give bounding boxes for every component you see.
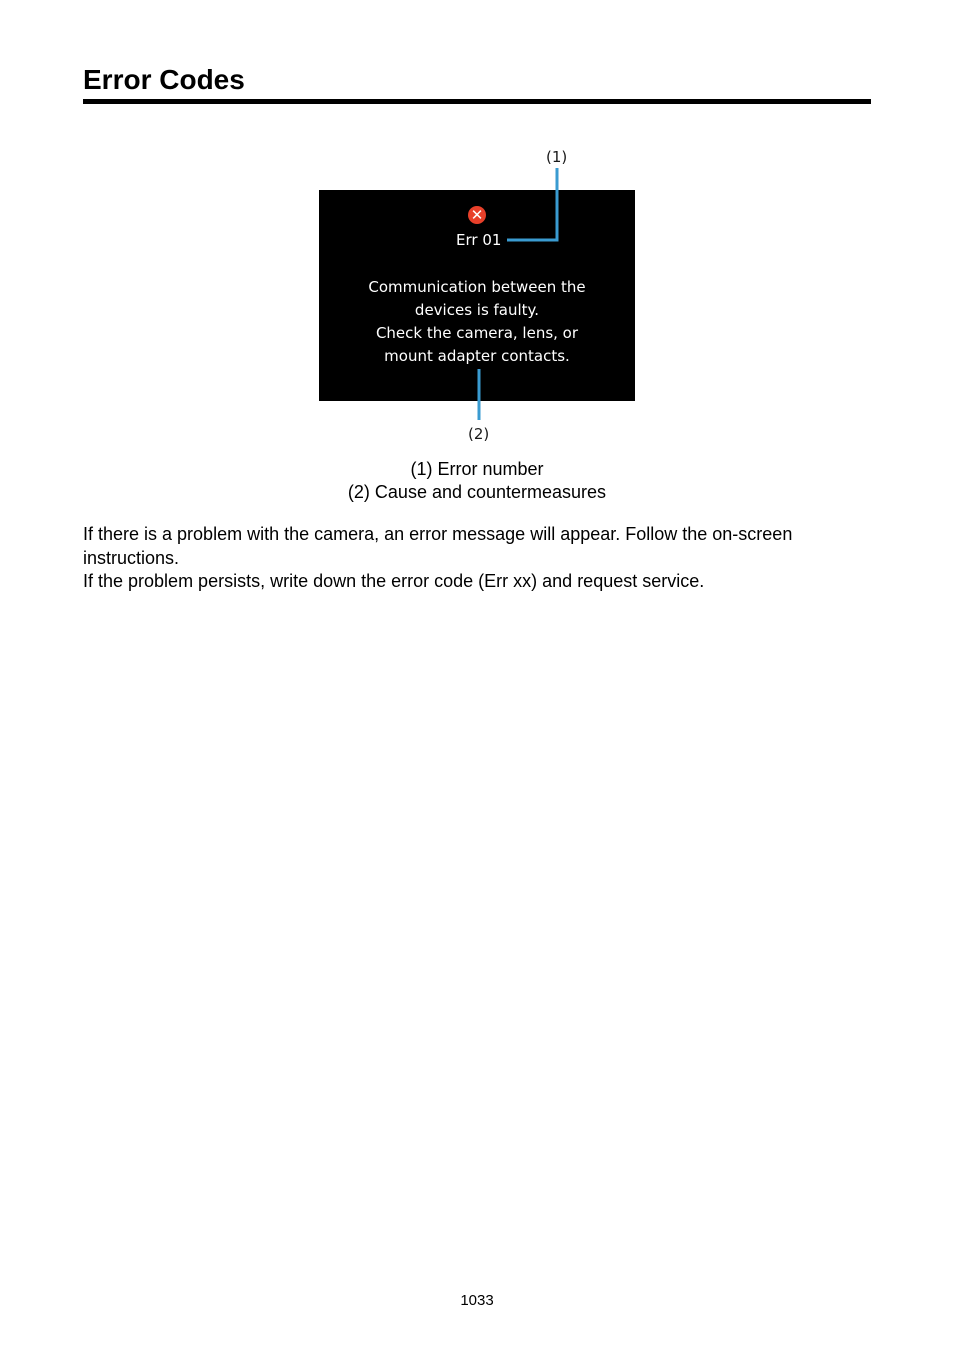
callout-line-1 bbox=[507, 168, 557, 240]
body-paragraph-2: If the problem persists, write down the error code (Err xx) and request service. bbox=[83, 571, 705, 591]
callout-label-2: (2) bbox=[468, 425, 490, 443]
callout-label-1: (1) bbox=[546, 148, 568, 166]
page-number: 1033 bbox=[460, 1292, 494, 1309]
error-code: Err 01 bbox=[456, 231, 502, 249]
error-message-line: mount adapter contacts. bbox=[384, 347, 570, 365]
figure-caption-1: (1) Error number bbox=[410, 459, 544, 479]
error-message-line: Check the camera, lens, or bbox=[375, 324, 579, 342]
error-x-icon: ✕ bbox=[468, 206, 486, 224]
error-message-line: devices is faulty. bbox=[414, 301, 540, 319]
title-underline bbox=[83, 99, 871, 104]
error-screen-figure bbox=[300, 140, 660, 450]
error-message-line: Communication between the bbox=[368, 278, 586, 296]
body-paragraph-1: If there is a problem with the camera, an error message will appear. Follow the on-screen instructions. bbox=[83, 524, 793, 568]
callout-lines bbox=[300, 140, 660, 450]
figure-caption-2: (2) Cause and countermeasures bbox=[347, 482, 607, 502]
page-title: Error Codes bbox=[83, 64, 245, 95]
